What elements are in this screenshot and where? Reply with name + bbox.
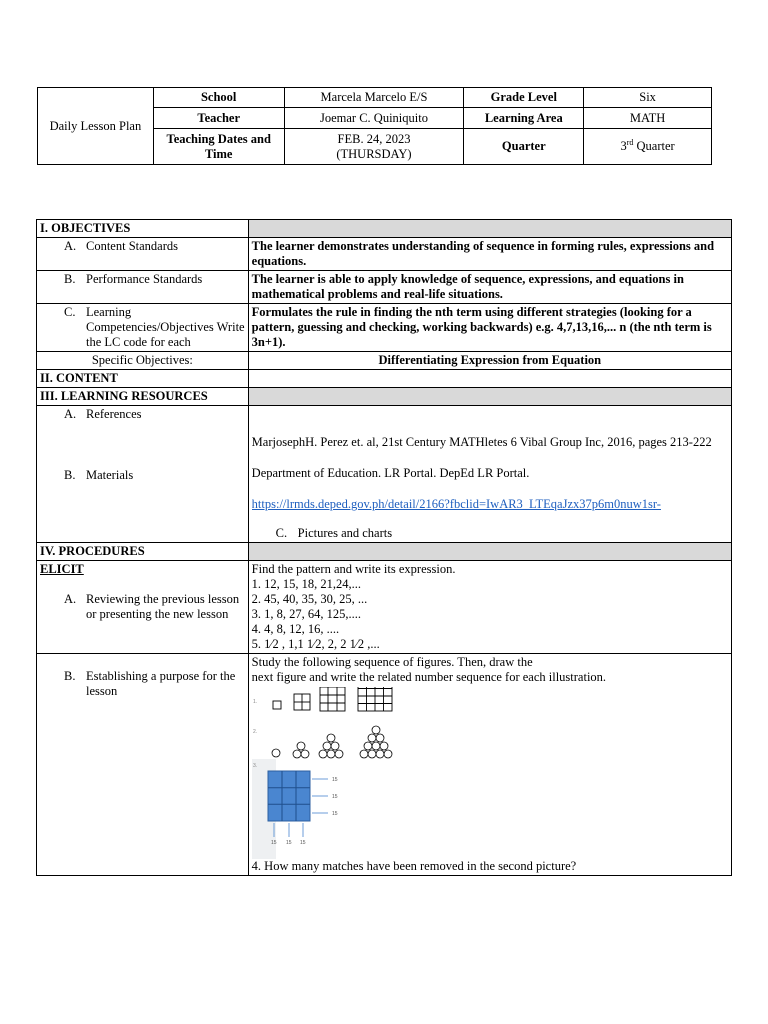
- figure-row-label: 1.: [252, 699, 257, 705]
- references-label: References: [86, 407, 142, 421]
- resources-heading: III. LEARNING RESOURCES: [37, 388, 249, 406]
- reference-portal: Department of Education. LR Portal. DepEd LR Portal.: [251, 466, 530, 480]
- school-value: Marcela Marcelo E/S: [284, 88, 464, 108]
- objectives-heading: I. OBJECTIVES: [37, 220, 249, 238]
- specific-objectives-row: [37, 352, 732, 370]
- quarter-value: 3rd Quarter: [584, 129, 712, 165]
- performance-standards-label: Performance Standards: [86, 272, 203, 286]
- school-label: School: [153, 88, 284, 108]
- teacher-value: Joemar C. Quiniquito: [284, 108, 464, 129]
- specific-objectives-label: Specific Objectives:: [37, 352, 249, 370]
- svg-text:15: 15: [270, 840, 277, 846]
- reference-link[interactable]: https://lrmds.deped.gov.ph/detail/2166?fbclid=IwAR3_LTEqaJzx37p6m0nuw1sr-: [251, 497, 661, 511]
- content-row: [37, 370, 732, 388]
- competencies-row: C. Learning Competencies/Objectives Write the LC code for each Formulates the rule in finding the nth term using different strategies (looking for a pattern, guessing and checking, working backwards) e.g. 4,7,13,16,... n (the nth term is 3n+1).: [37, 304, 732, 352]
- sequence-item: 2. 45, 40, 35, 30, 25, ...: [251, 592, 368, 606]
- reviewing-intro: Find the pattern and write its expression.: [251, 562, 456, 576]
- reviewing-row: ELICIT A. Reviewing the previous lesson or presenting the new lesson Find the pattern and write its expression. 1. 12, 15, 18, 21,24,... 2. 45, 40, 35, 30, 25, ... 3. 1, 8, 27, 64, 125,.... 4. 4, 8, 12, 16, .... 5. 1⁄2 , 1,1 1⁄2, 2, 2 1⁄2 ,...: [37, 561, 732, 654]
- header-table: [37, 87, 712, 165]
- area-label: Learning Area: [464, 108, 584, 129]
- svg-text:15: 15: [331, 794, 338, 800]
- grade-value: Six: [584, 88, 712, 108]
- figure-row-label: 3.: [252, 763, 257, 769]
- purpose-label: Establishing a purpose for the lesson: [86, 669, 236, 698]
- content-standards-label: Content Standards: [86, 239, 179, 253]
- sequence-item: 1. 12, 15, 18, 21,24,...: [251, 577, 362, 591]
- performance-standards-text: The learner is able to apply knowledge of sequence, expressions, and equations in mathematical problems and real-life situations.: [248, 271, 731, 304]
- purpose-question: 4. How many matches have been removed in the second picture?: [251, 859, 577, 873]
- pictures-charts-label: Pictures and charts: [297, 526, 393, 540]
- dates-value: [284, 129, 464, 165]
- resources-heading-row: [37, 388, 732, 406]
- area-value: MATH: [584, 108, 712, 129]
- grade-label: Grade Level: [464, 88, 584, 108]
- svg-text:15: 15: [299, 840, 306, 846]
- purpose-row: B. Establishing a purpose for the lesson Study the following sequence of figures. Then, draw the next figure and write the related number sequence for each illustration. 1. 2. 3. 15 15 15 15 15 15 4. How many matches have been removed in the second picture?: [37, 654, 732, 876]
- sequence-figures-image: [252, 687, 402, 859]
- reviewing-label: Reviewing the previous lesson or presenting the new lesson: [86, 592, 240, 621]
- content-standards-text: The learner demonstrates understanding of sequence in forming rules, expressions and equations.: [248, 238, 731, 271]
- svg-text:15: 15: [285, 840, 292, 846]
- content-heading: II. CONTENT: [37, 370, 249, 388]
- sequence-item: 5. 1⁄2 , 1,1 1⁄2, 2, 2 1⁄2 ,...: [251, 637, 380, 651]
- figure-row-label: 2.: [252, 729, 257, 735]
- competencies-label: Learning Competencies/Objectives Write the LC code for each: [86, 305, 245, 349]
- svg-text:15: 15: [331, 777, 338, 783]
- purpose-line-1: Study the following sequence of figures. Then, draw the: [251, 655, 533, 669]
- procedures-heading-row: [37, 543, 732, 561]
- quarter-label: Quarter: [464, 129, 584, 165]
- specific-objectives-text: Differentiating Expression from Equation: [248, 352, 731, 370]
- svg-text:15: 15: [331, 811, 338, 817]
- performance-standards-row: B. Performance Standards The learner is able to apply knowledge of sequence, expressions, and equations in mathematical problems and real-life situations.: [37, 271, 732, 304]
- lesson-table: [36, 219, 732, 876]
- sequence-item: 3. 1, 8, 27, 64, 125,....: [251, 607, 362, 621]
- objectives-heading-row: [37, 220, 732, 238]
- reference-book: MarjosephH. Perez et. al, 21st Century MATHletes 6 Vibal Group Inc, 2016, pages 213-222: [251, 435, 712, 449]
- sequence-item: 4. 4, 8, 12, 16, ....: [251, 622, 340, 636]
- materials-label: Materials: [86, 468, 134, 482]
- date-value: FEB. 24, 2023: [337, 131, 411, 146]
- elicit-label: ELICIT: [40, 562, 84, 576]
- procedures-heading: IV. PROCEDURES: [37, 543, 249, 561]
- dates-label: Teaching Dates and Time: [153, 129, 284, 165]
- day-value: (THURSDAY): [336, 146, 412, 161]
- content-standards-row: A. Content Standards The learner demonstrates understanding of sequence in forming rules, expressions and equations.: [37, 238, 732, 271]
- resources-row: A. References B. Materials MarjosephH. Perez et. al, 21st Century MATHletes 6 Vibal Group Inc, 2016, pages 213-222 Department of Education. LR Portal. DepEd LR Portal. https://lrmds.deped.gov.ph/detail/2166?fbclid=IwAR3_LTEqaJzx37p6m0nuw1sr- C. Pictures and charts: [37, 406, 732, 543]
- competencies-text: Formulates the rule in finding the nth term using different strategies (looking for a pattern, guessing and checking, working backwards) e.g. 4,7,13,16,... n (the nth term is 3n+1).: [248, 304, 731, 352]
- purpose-line-2: next figure and write the related number sequence for each illustration.: [251, 670, 607, 684]
- teacher-label: Teacher: [153, 108, 284, 129]
- plan-label: Daily Lesson Plan: [38, 88, 154, 165]
